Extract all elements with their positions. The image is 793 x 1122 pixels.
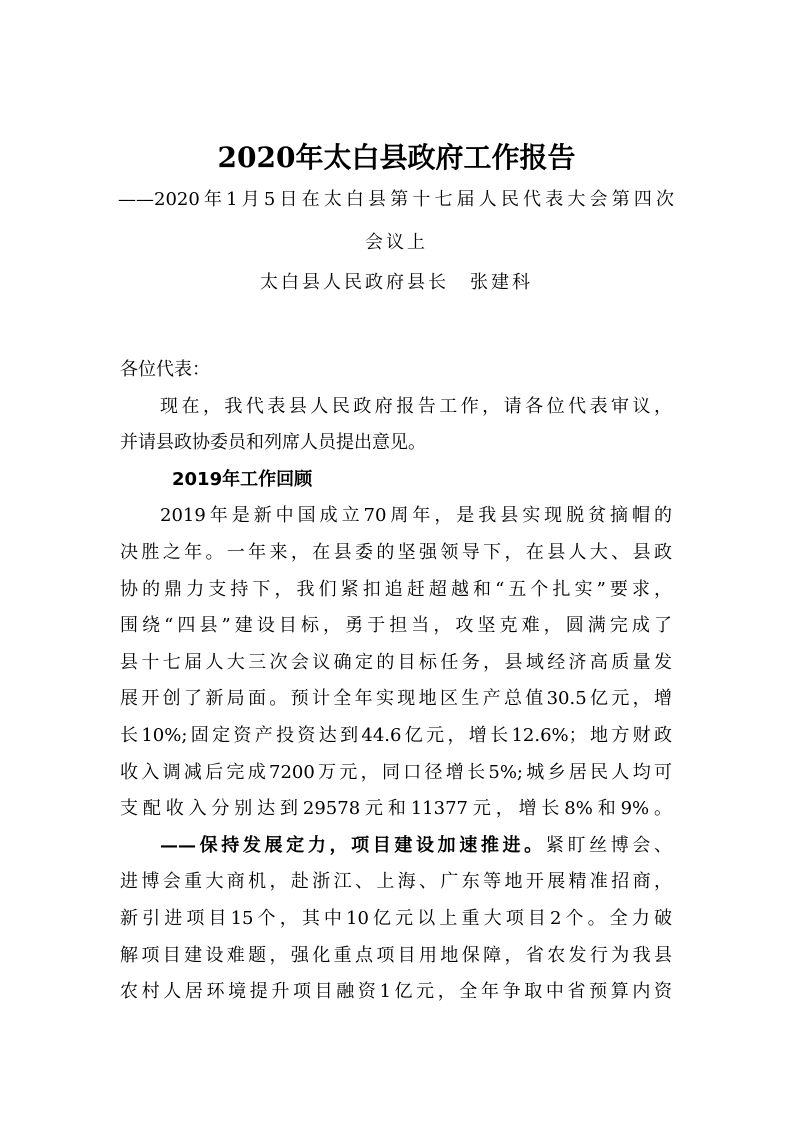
paragraph-line: 解项目建设难题，强化重点项目用地保障，省农发行为我县 (120, 944, 672, 966)
paragraph-line: 围绕“四县”建设目标，勇于担当，攻坚克难，圆满完成了 (120, 615, 672, 637)
paragraph-line: 进博会重大商机，赴浙江、上海、广东等地开展精准招商， (120, 871, 672, 893)
bold-lead: ——保持发展定力，项目建设加速推进。 (160, 834, 546, 856)
paragraph-line (120, 831, 672, 868)
paragraph-line: 协的鼎力支持下，我们紧扣追赶超越和“五个扎实”要求， (120, 578, 672, 600)
paragraph-line: 长10%;固定资产投资达到44.6亿元，增长12.6%；地方财政 (120, 724, 672, 746)
document-subtitle: ——2020年1月5日在太白县第十七届人民代表大会第四次 (118, 189, 674, 210)
lead-rest: 紧盯丝博会、 (545, 834, 673, 856)
document-author: 太白县人民政府县长 张建科 (260, 272, 533, 293)
paragraph-line: 决胜之年。一年来，在县委的坚强领导下，在县人大、县政 (120, 541, 672, 563)
paragraph-line: 2019年是新中国成立70周年，是我县实现脱贫摘帽的 (160, 505, 672, 527)
document-body (120, 355, 672, 1014)
intro-line: 现在，我代表县人民政府报告工作，请各位代表审议， (160, 395, 672, 417)
paragraph-line: 农村人居环境提升项目融资1亿元，全年争取中省预算内资 (120, 981, 672, 1003)
paragraph-line: 新引进项目15个，其中10亿元以上重大项目2个。全力破 (120, 907, 672, 929)
salutation: 各位代表： (120, 359, 210, 380)
paragraph-line: 支配收入分别达到29578元和11377元，增长8%和9%。 (120, 798, 672, 820)
document-title: 2020年太白县政府工作报告 (217, 141, 576, 174)
paragraph-line: 县十七届人大三次会议确定的目标任务，县域经济高质量发 (120, 651, 672, 673)
section-heading: 2019年工作回顾 (172, 468, 313, 490)
paragraph-line: 展开创了新局面。预计全年实现地区生产总值30.5亿元，增 (120, 688, 672, 710)
intro-line: 并请县政协委员和列席人员提出意见。 (120, 432, 426, 454)
paragraph-line: 收入调减后完成7200万元，同口径增长5%;城乡居民人均可 (120, 761, 672, 783)
document-subtitle-cont: 会议上 (365, 232, 428, 253)
